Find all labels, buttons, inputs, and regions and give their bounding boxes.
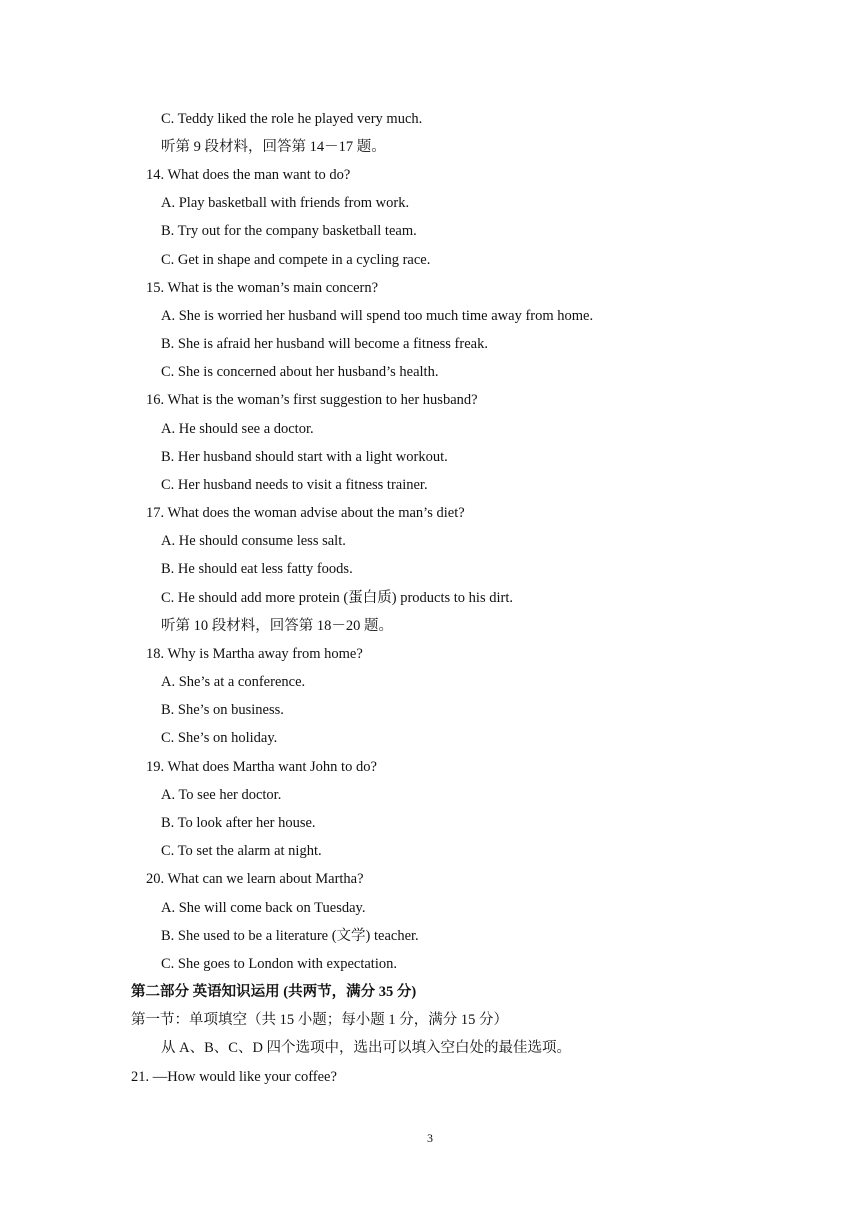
option-15a: A. She is worried her husband will spend too much time away from home.: [161, 308, 594, 324]
option-19c: C. To set the alarm at night.: [161, 843, 322, 859]
option-17a: A. He should consume less salt.: [161, 533, 346, 549]
option-16a: A. He should see a doctor.: [161, 421, 314, 437]
part-two-heading: 第二部分 英语知识运用 (共两节，满分 35 分): [131, 984, 417, 1000]
question-21: 21. —How would like your coffee?: [131, 1069, 337, 1085]
option-18a: A. She’s at a conference.: [161, 674, 306, 690]
question-17: 17. What does the woman advise about the man’s diet?: [146, 505, 465, 521]
option-18b: B. She’s on business.: [161, 702, 284, 718]
question-18: 18. Why is Martha away from home?: [146, 646, 363, 662]
option-17c: C. He should add more protein (蛋白质) products to his dirt.: [161, 590, 513, 606]
option-16c: C. Her husband needs to visit a fitness trainer.: [161, 477, 428, 493]
question-16: 16. What is the woman’s first suggestion to her husband?: [146, 392, 478, 408]
option-14c: C. Get in shape and compete in a cycling race.: [161, 252, 431, 268]
option-19b: B. To look after her house.: [161, 815, 316, 831]
option-19a: A. To see her doctor.: [161, 787, 282, 803]
option-17b: B. He should eat less fatty foods.: [161, 561, 353, 577]
option-15c: C. She is concerned about her husband’s health.: [161, 364, 439, 380]
option-20a: A. She will come back on Tuesday.: [161, 900, 366, 916]
option-16b: B. Her husband should start with a light workout.: [161, 449, 448, 465]
question-19: 19. What does Martha want John to do?: [146, 759, 377, 775]
listening-instruction-10: 听第 10 段材料，回答第 18－20 题。: [161, 618, 393, 634]
option-15b: B. She is afraid her husband will become a fitness freak.: [161, 336, 488, 352]
option-13c: C. Teddy liked the role he played very much.: [161, 111, 423, 127]
question-15: 15. What is the woman’s main concern?: [146, 280, 379, 296]
option-18c: C. She’s on holiday.: [161, 730, 278, 746]
option-14a: A. Play basketball with friends from work.: [161, 195, 410, 211]
option-20b: B. She used to be a literature (文学) teacher.: [161, 928, 419, 944]
option-14b: B. Try out for the company basketball team.: [161, 223, 417, 239]
section-one-heading: 第一节：单项填空（共 15 小题；每小题 1 分，满分 15 分）: [131, 1012, 508, 1028]
listening-instruction-9: 听第 9 段材料，回答第 14－17 题。: [161, 139, 386, 155]
option-20c: C. She goes to London with expectation.: [161, 956, 397, 972]
section-one-instruction: 从 A、B、C、D 四个选项中，选出可以填入空白处的最佳选项。: [161, 1040, 572, 1056]
question-20: 20. What can we learn about Martha?: [146, 871, 364, 887]
question-14: 14. What does the man want to do?: [146, 167, 351, 183]
page-number: 3: [427, 1131, 433, 1145]
